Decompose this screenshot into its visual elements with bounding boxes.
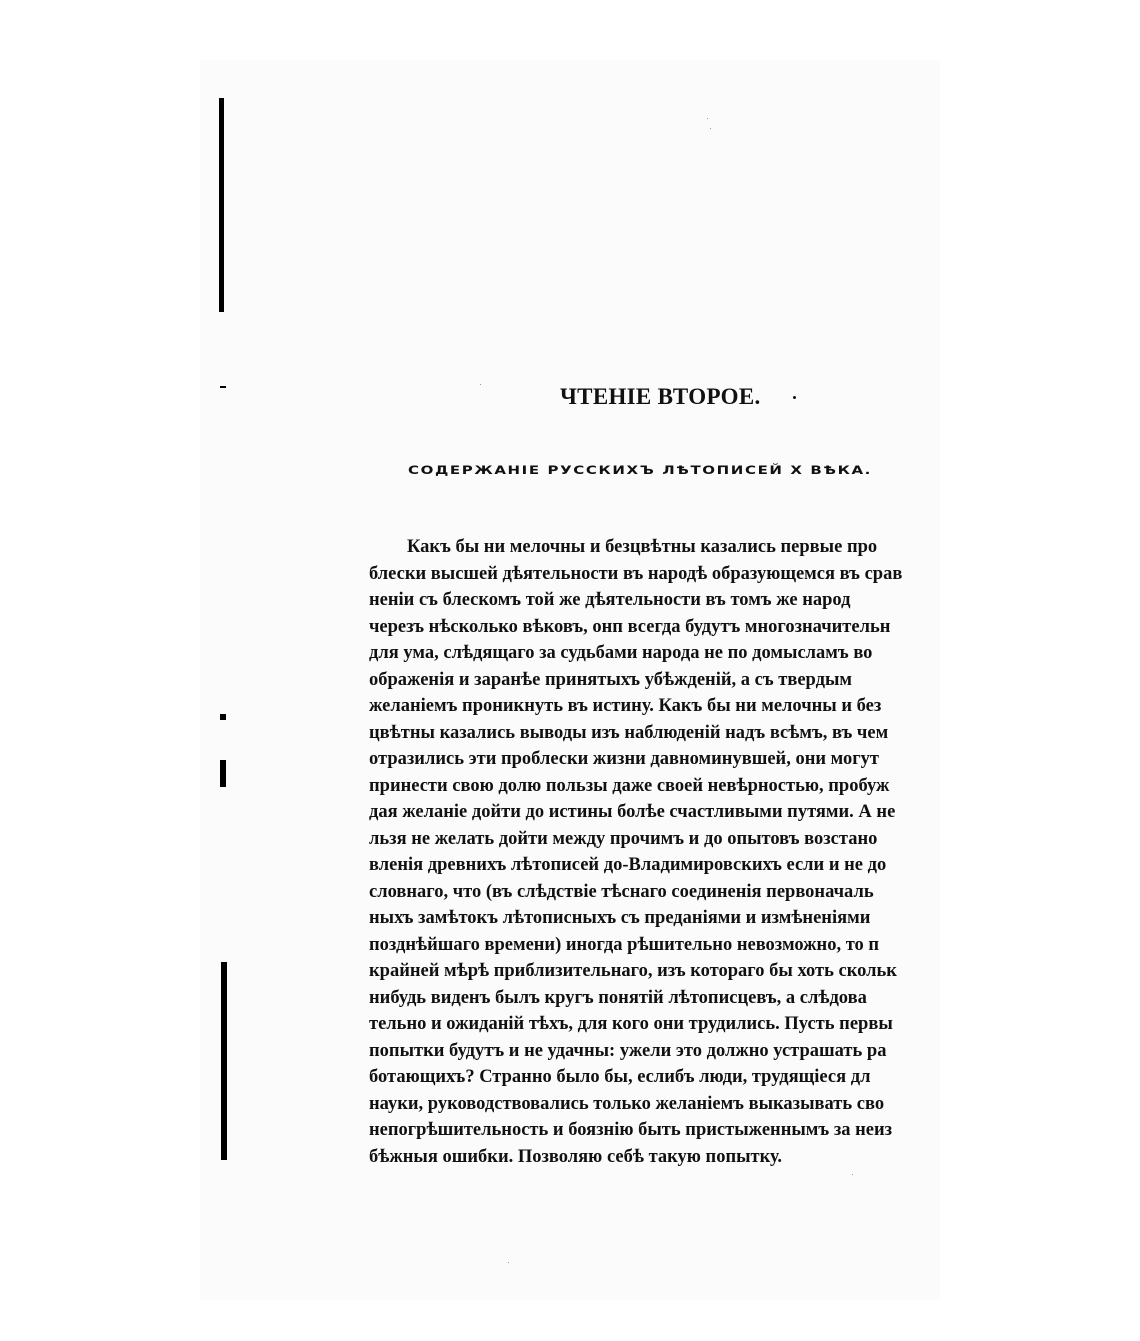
body-line: принести свою долю пользы даже своей невѣрностью, пробуж bbox=[369, 775, 890, 796]
body-line: ботающихъ? Странно было бы, еслибъ люди, трудящіеся дл bbox=[369, 1067, 871, 1087]
body-line: черезъ нѣсколько вѣковъ, онп всегда будутъ многозначительн bbox=[369, 616, 891, 637]
body-line: неніи съ блескомъ той же дѣятельности въ томъ же народ bbox=[369, 590, 851, 610]
body-line: науки, руководствовались только желаніемъ выказывать сво bbox=[369, 1093, 885, 1114]
margin-bar-bottom bbox=[221, 962, 227, 1160]
body-line: ображенія и заранѣе принятыхъ убѣжденій, а съ твердым bbox=[369, 669, 853, 690]
margin-dot bbox=[220, 714, 226, 720]
body-line: вленія древнихъ лѣтописей до-Владимировскихъ если и не до bbox=[369, 855, 887, 875]
scan-speck bbox=[707, 118, 708, 119]
body-line: дая желаніе дойти до истины болѣе счастливыми путями. А не bbox=[369, 802, 896, 822]
body-line: крайней мѣрѣ приблизительнаго, изъ котораго бы хоть скольк bbox=[369, 961, 897, 981]
margin-bar-small bbox=[220, 760, 226, 787]
scan-speck bbox=[508, 1262, 509, 1263]
margin-bar-top bbox=[219, 98, 224, 312]
scan-speck bbox=[710, 128, 711, 129]
body-line: попытки будутъ и не удачны: ужели это должно устрашать ра bbox=[369, 1040, 887, 1061]
body-line: бѣжныя ошибки. Позволяю себѣ такую попытку. bbox=[369, 1146, 783, 1167]
chapter-title: ЧТЕНІЕ ВТОРОЕ. bbox=[560, 384, 761, 409]
body-line: позднѣйшаго времени) иногда рѣшительно невозможно, то п bbox=[369, 934, 880, 955]
scan-speck bbox=[852, 1174, 853, 1175]
body-line: нибудь виденъ былъ кругъ понятій лѣтописцевъ, а слѣдова bbox=[369, 987, 867, 1008]
body-line: для ума, слѣдящаго за судьбами народа не по домысламъ во bbox=[369, 643, 873, 663]
body-line: Какъ бы ни мелочны и безцвѣтны казались первые про bbox=[407, 537, 878, 557]
body-line: тельно и ожиданій тѣхъ, для кого они трудились. Пусть первы bbox=[369, 1014, 893, 1034]
title-dot bbox=[793, 396, 796, 399]
body-line: непогрѣшительность и боязнію быть пристыженнымъ за неиз bbox=[369, 1120, 893, 1140]
body-line: льзя не желать дойти между прочимъ и до опытовъ возстано bbox=[369, 828, 878, 849]
body-line: цвѣтны казались выводы изъ наблюденій надъ всѣмъ, въ чем bbox=[369, 722, 889, 743]
chapter-subtitle: СОДЕРЖАНІЕ РУССКИХЪ ЛѢТОПИСЕЙ X ВѢКА. bbox=[408, 463, 872, 478]
body-text bbox=[369, 534, 944, 1170]
body-line: словнаго, что (въ слѣдствіе тѣснаго соединенія первоначаль bbox=[369, 881, 874, 902]
body-line: желаніемъ проникнуть въ истину. Какъ бы ни мелочны и без bbox=[369, 696, 882, 716]
body-line: блески высшей дѣятельности въ народѣ образующемся въ срав bbox=[369, 563, 903, 584]
margin-dash bbox=[220, 386, 226, 388]
scan-speck bbox=[480, 384, 481, 385]
body-line: ныхъ замѣтокъ лѣтописныхъ съ преданіями и измѣненіями bbox=[369, 908, 871, 928]
body-line: отразились эти проблески жизни давноминувшей, они могут bbox=[369, 749, 879, 769]
